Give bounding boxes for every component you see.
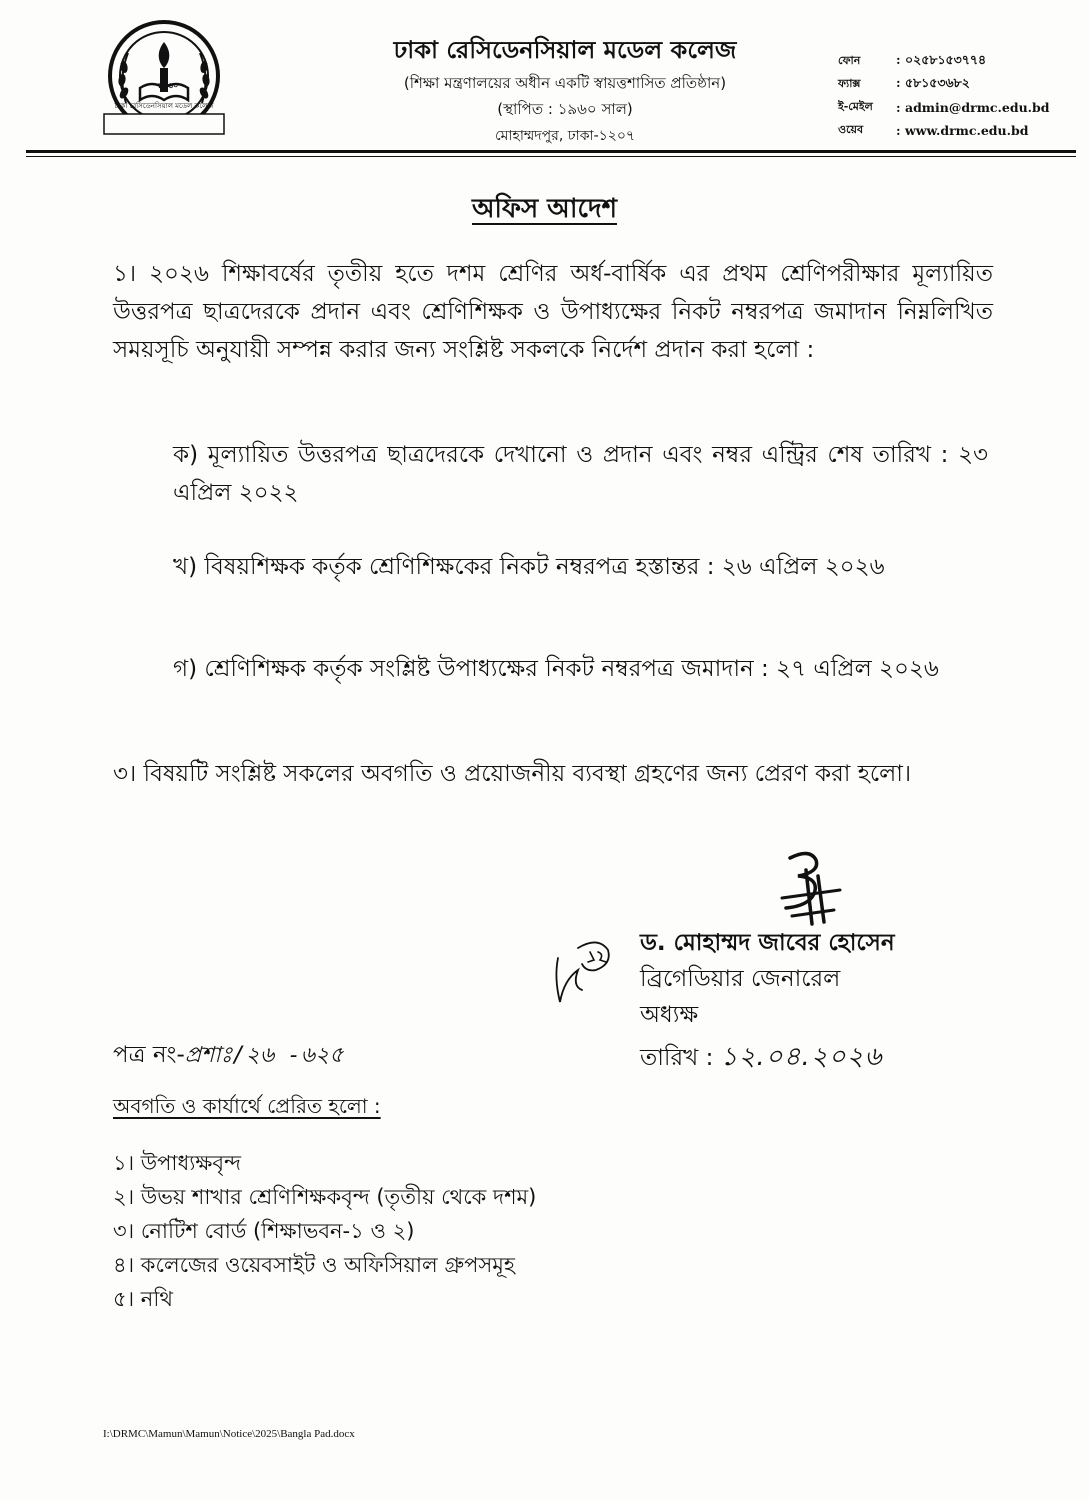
cc-list <box>113 1146 536 1316</box>
initial-mark <box>548 930 623 1010</box>
contact-email <box>838 96 1083 119</box>
logo-year: ১৯৬০ <box>157 81 179 90</box>
college-subtitle: (শিক্ষা মন্ত্রণালয়ের অধীন একটি স্বায়ত্তশাসিত প্রতিষ্ঠান) <box>403 74 727 92</box>
contact-value: : www.drmc.edu.bd <box>896 123 1029 138</box>
sub-item-ga: গ) শ্রেণিশিক্ষক কর্তৃক সংশ্লিষ্ট উপাধ্যক্ষের নিকট নম্বরপত্র জমাদান : ২৭ এপ্রিল ২০২৬ <box>173 656 939 682</box>
contact-block <box>838 50 1083 142</box>
header-divider-thick <box>26 150 1076 153</box>
contact-label: ফোন <box>838 54 861 67</box>
sub-item-kha: খ) বিষয়শিক্ষক কর্তৃক শ্রেণিশিক্ষকের নিকট নম্বরপত্র হস্তান্তর : ২৬ এপ্রিল ২০২৬ <box>173 554 885 580</box>
cc-list-item: ১। উপাধ্যক্ষবৃন্দ <box>113 1151 241 1175</box>
cc-list-item: ৪। কলেজের ওয়েবসাইট ও অফিসিয়াল গ্রুপসমূহ <box>113 1253 515 1277</box>
reference-handwritten: প্রশাঃ/২৬ -৬২৫ <box>184 1043 344 1068</box>
signature-mark <box>768 846 848 928</box>
signer-block <box>640 925 895 1033</box>
logo-motto: ঢাকা রেসিডেনসিয়াল মডেল কলেজ <box>114 102 214 110</box>
reference-number <box>113 1036 344 1075</box>
contact-label: ওয়েব <box>838 123 864 136</box>
header-divider-thin <box>26 156 1076 157</box>
document-title-text: অফিস আদেশ <box>471 194 617 224</box>
signer-rank: ব্রিগেডিয়ার জেনারেল <box>640 966 841 992</box>
college-established: (স্থাপিত : ১৯৬০ সাল) <box>497 100 633 118</box>
date-label: তারিখ : <box>640 1045 721 1071</box>
college-name: ঢাকা রেসিডেনসিয়াল মডেল কলেজ <box>393 36 737 64</box>
contact-fax <box>838 73 1083 96</box>
contact-value: : ০২৫৮১৫৩৭৭৪ <box>896 51 987 67</box>
signer-designation: অধ্যক্ষ <box>640 1002 699 1028</box>
paragraph-1: ১। ২০২৬ শিক্ষাবর্ষের তৃতীয় হতে দশম শ্রেণির অর্ধ-বার্ষিক এর প্রথম শ্রেণিপরীক্ষার মূল্যায়িত উত্তরপত্র ছাত্রদেরকে প্রদান এবং শ্রেণিশিক্ষক ও উপাধ্যক্ষের নিকট নম্বরপত্র জমাদান নিম্নলিখিত সময়সূচি অনুযায়ী সম্পন্ন করার জন্য সংশ্লিষ্ট সকলকে নির্দেশ প্রদান করা হলো : <box>113 261 993 363</box>
contact-phone <box>838 50 1083 73</box>
file-path-footer: I:\DRMC\Mamun\Mamun\Notice\2025\Bangla Pad.docx <box>103 1428 355 1440</box>
contact-value: : ৫৮১৫৩৬৮২ <box>896 74 970 90</box>
college-address: মোহাম্মদপুর, ঢাকা-১২০৭ <box>494 128 636 144</box>
cc-list-item: ৩। নোটিশ বোর্ড (শিক্ষাভবন-১ ও ২) <box>113 1219 415 1243</box>
contact-web <box>838 119 1083 142</box>
contact-label: ফ্যাক্স <box>838 77 861 90</box>
cc-heading: অবগতি ও কার্যার্থে প্রেরিত হলো : <box>113 1094 381 1118</box>
cc-list-item: ৫। নথি <box>113 1287 173 1311</box>
document-title <box>0 188 1089 232</box>
reference-label: পত্র নং- <box>113 1042 185 1068</box>
document-date <box>640 1036 882 1080</box>
signer-name: ড. মোহাম্মদ জাবের হোসেন <box>640 930 895 956</box>
contact-value: : admin@drmc.edu.bd <box>896 100 1050 115</box>
date-handwritten: ১২.০৪.২০২৬ <box>720 1042 883 1072</box>
contact-label: ই-মেইল <box>838 100 873 113</box>
paragraph-3: ৩। বিষয়টি সংশ্লিষ্ট সকলের অবগতি ও প্রয়োজনীয় ব্যবস্থা গ্রহণের জন্য প্রেরণ করা হলো। <box>113 761 912 787</box>
sub-item-ka: ক) মূল্যায়িত উত্তরপত্র ছাত্রদেরকে দেখানো ও প্রদান এবং নম্বর এন্ট্রির শেষ তারিখ : ২৩ এপ্রিল ২০২২ <box>173 442 988 506</box>
cc-list-item: ২। উভয় শাখার শ্রেণিশিক্ষকবৃন্দ (তৃতীয় থেকে দশম) <box>113 1185 537 1209</box>
